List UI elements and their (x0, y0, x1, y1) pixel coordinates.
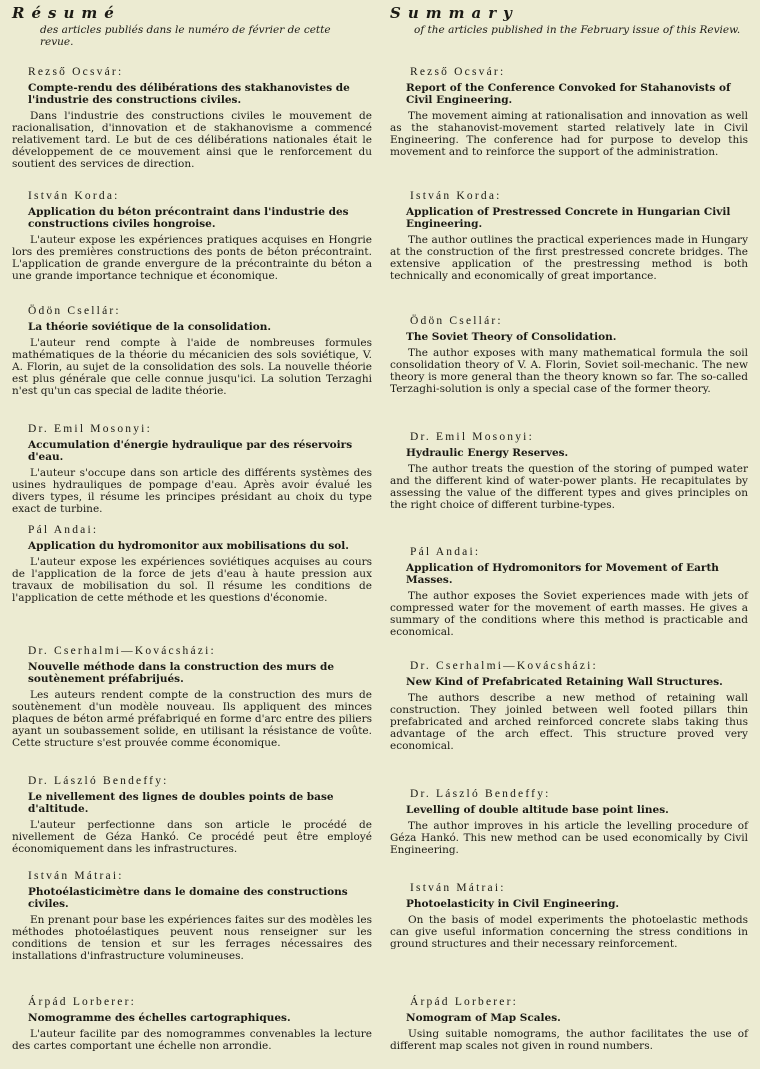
entry-title: Accumulation d'énergie hydraulique par des réservoirs d'eau. (28, 439, 353, 463)
entry-abstract: L'auteur perfectionne dans son article le procédé de nivellement de Géza Hankó. Ce procédé peut être employé économiquement dans les infrastructures. (12, 819, 372, 855)
entry-abstract: The author outlines the practical experiences made in Hungary at the construction of the first prestressed concrete bridges. The extensive application of the prestressing method is both technically and economically of great importance. (390, 234, 748, 282)
entry-author: Ödön Csellár: (28, 305, 121, 317)
summary-entry-ocsvar (390, 66, 748, 158)
entry-author: Dr. Emil Mosonyi: (28, 423, 152, 435)
entry-author: István Korda: (28, 190, 120, 202)
entry-abstract: The author exposes the Soviet experiences made with jets of compressed water for the movement of earth masses. He gives a summary of the conditions where this method is practicable and economical. (390, 590, 748, 638)
entry-title: Hydraulic Energy Reserves. (406, 447, 569, 459)
entry-author: Dr. Cserhalmi—Kovácsházi: (410, 660, 598, 672)
entry-author: Ödön Csellár: (410, 315, 503, 327)
entry-title: Application du béton précontraint dans l'industrie des constructions civiles hongroise. (28, 206, 349, 230)
entry-abstract: L'auteur rend compte à l'aide de nombreuses formules mathématiques de la théorie du mécanicien des sols soviétique, V. A. Florin, au sujet de la consolidation des sols. La nouvelle théorie est plus générale que celle connue jusqu'ici. La solution Terzaghi n'est qu'un cas special de ladite théorie. (12, 337, 372, 397)
summary-subheading: of the articles published in the February issue of this Review. (414, 24, 741, 36)
resume-entry-cserhalmi (12, 645, 372, 749)
entry-title: Nomogramme des échelles cartographiques. (28, 1012, 291, 1024)
entry-title: The Soviet Theory of Consolidation. (406, 331, 617, 343)
entry-author: István Korda: (410, 190, 502, 202)
resume-entry-csellar (12, 305, 372, 397)
entry-title: Report of the Conference Convoked for Stahanovists of Civil Engineering. (406, 82, 731, 106)
entry-abstract: L'auteur expose les expériences soviétiques acquises au cours de l'application de la force de jets d'eau à haute pression aux travaux de mobilisation du sol. Il résume les conditions de l'application de cette méthode et les questions d'économie. (12, 556, 372, 604)
summary-heading: Summary (390, 4, 519, 22)
entry-author: Dr. László Bendeffy: (28, 775, 169, 787)
summary-entry-matrai (390, 882, 748, 950)
entry-abstract: Dans l'industrie des constructions civiles le mouvement de racionalisation, d'innovation et de stakhanovisme a commencé relativement tard. Le but de ces délibérations nationales était le développement de ce mouvement ainsi que le renforcement du soutient des services de direction. (12, 110, 372, 170)
entry-author: Pál Andai: (410, 546, 481, 558)
entry-title: Compte-rendu des délibérations des stakhanovistes de l'industrie des constructions civiles. (28, 82, 350, 106)
entry-abstract: The author treats the question of the storing of pumped water and the different kind of water-power plants. He recapitulates by assessing the value of the different types and gives principles on the right choice of different turbine-types. (390, 463, 748, 511)
entry-title: Application du hydromonitor aux mobilisations du sol. (28, 540, 349, 552)
entry-title: Levelling of double altitude base point lines. (406, 804, 669, 816)
entry-title: Nouvelle méthode dans la construction des murs de soutènement préfabrijués. (28, 661, 335, 685)
entry-author: Árpád Lorberer: (28, 996, 137, 1008)
resume-entry-bendeffy (12, 775, 372, 855)
entry-author: Dr. László Bendeffy: (410, 788, 551, 800)
entry-author: Dr. Emil Mosonyi: (410, 431, 534, 443)
entry-author: István Mátrai: (410, 882, 506, 894)
entry-title: Photoelasticity in Civil Engineering. (406, 898, 620, 910)
entry-title: La théorie soviétique de la consolidation. (28, 321, 272, 333)
resume-entry-andai (12, 524, 372, 604)
resume-subheading: des articles publiés dans le numéro de février de cette revue. (40, 24, 331, 48)
entry-author: Árpád Lorberer: (410, 996, 519, 1008)
summary-entry-bendeffy (390, 788, 748, 856)
entry-abstract: The author improves in his article the levelling procedure of Géza Hankó. This new method can be used economically by Civil Engineering. (390, 820, 748, 856)
resume-entry-mosonyi (12, 423, 372, 515)
entry-abstract: L'auteur s'occupe dans son article des différents systèmes des usines hydrauliques de pompage d'eau. Après avoir évalué les divers types, il résume les principes présidant au choix du type exact de turbine. (12, 467, 372, 515)
entry-author: István Mátrai: (28, 870, 124, 882)
entry-author: Rezső Ocsvár: (28, 66, 124, 78)
entry-abstract: On the basis of model experiments the photoelastic methods can give useful information concerning the stress conditions in ground structures and their necessary reinforcement. (390, 914, 748, 950)
entry-abstract: Les auteurs rendent compte de la construction des murs de soutènement d'un modèle nouveau. Ils appliquent des minces plaques de béton armé préfabriqué en forme d'arc entre des piliers ayant un soubassement solide, en utilisant la résistance de voûte. Cette structure s'est prouvée comme économique. (12, 689, 372, 749)
entry-title: Le nivellement des lignes de doubles points de base d'altitude. (28, 791, 334, 815)
summary-entry-korda (390, 190, 748, 282)
summary-entry-mosonyi (390, 431, 748, 511)
entry-abstract: En prenant pour base les expériences faites sur des modèles les méthodes photoélastiques peuvent nous renseigner sur les conditions de tension et sur les ferrages nécessaires des installations d'infrastructure volumineuses. (12, 914, 372, 962)
summary-entry-csellar (390, 315, 748, 395)
resume-entry-matrai (12, 870, 372, 962)
entry-author: Rezső Ocsvár: (410, 66, 506, 78)
summary-entry-cserhalmi (390, 660, 748, 752)
entry-author: Pál Andai: (28, 524, 99, 536)
resume-entry-lorberer (12, 996, 372, 1052)
entry-author: Dr. Cserhalmi—Kovácsházi: (28, 645, 216, 657)
entry-title: Application of Hydromonitors for Movement of Earth Masses. (406, 562, 719, 586)
entry-abstract: The movement aiming at rationalisation and innovation as well as the stahanovist-movement started relatively late in Civil Engineering. The conference had for purpose to develop this movement and to reinforce the support of the administration. (390, 110, 748, 158)
entry-abstract: L'auteur facilite par des nomogrammes convenables la lecture des cartes comportant une échelle non arrondie. (12, 1028, 372, 1052)
entry-abstract: The authors describe a new method of retaining wall construction. They joinled between well footed pillars thin prefabricated and arched reinforced concrete slabs taking thus advantage of the arch effect. This structure proved very economical. (390, 692, 748, 752)
entry-title: Application of Prestressed Concrete in Hungarian Civil Engineering. (406, 206, 731, 230)
entry-title: Photoélasticimètre dans le domaine des constructions civiles. (28, 886, 348, 910)
entry-abstract: Using suitable nomograms, the author facilitates the use of different map scales not given in round numbers. (390, 1028, 748, 1052)
entry-abstract: The author exposes with many mathematical formula the soil consolidation theory of V. A. Florin, Soviet soil-mechanic. The new theory is more general than the theory known so far. The so-called Terzaghi-solution is only a special case of the former theory. (390, 347, 748, 395)
entry-title: New Kind of Prefabricated Retaining Wall Structures. (406, 676, 723, 688)
resume-heading: Résumé (12, 4, 121, 22)
entry-abstract: L'auteur expose les expériences pratiques acquises en Hongrie lors des premières constructions des ponts de béton précontraint. L'application de grande envergure de la précontrainte du béton a une grande importance technique et économique. (12, 234, 372, 282)
resume-entry-ocsvar (12, 66, 372, 170)
entry-title: Nomogram of Map Scales. (406, 1012, 561, 1024)
summary-entry-lorberer (390, 996, 748, 1052)
summary-entry-andai (390, 546, 748, 638)
resume-entry-korda (12, 190, 372, 282)
